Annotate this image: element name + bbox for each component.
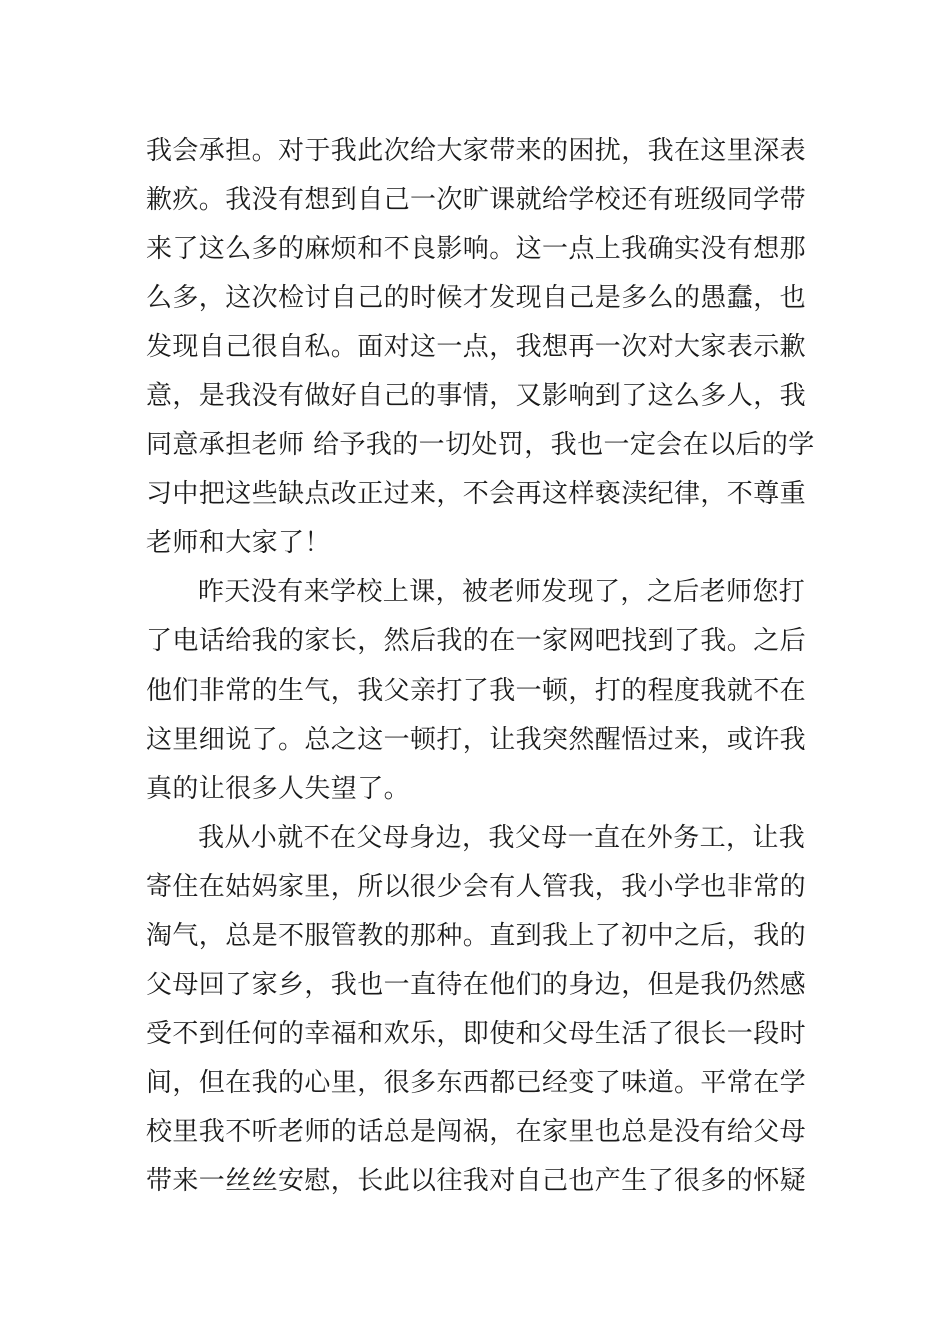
text-line: 带来一丝丝安慰，长此以往我对自己也产生了很多的怀疑 (146, 1165, 807, 1196)
text-line: 昨天没有来学校上课，被老师发现了，之后老师您打 (198, 577, 806, 608)
text-line: 我从小就不在父母身边，我父母一直在外务工，让我 (198, 822, 806, 853)
text-line: 真的让很多人失望了。 (146, 773, 411, 804)
text-line: 我会承担。对于我此次给大家带来的困扰，我在这里深表 (146, 136, 807, 166)
text-line: 这里细说了。总之这一顿打，让我突然醒悟过来，或许我 (146, 724, 807, 755)
text-line: 校里我不听老师的话总是闯祸，在家里也总是没有给父母 (146, 1116, 807, 1147)
text-line: 他们非常的生气，我父亲打了我一顿，打的程度我就不在 (146, 675, 807, 706)
text-line: 父母回了家乡，我也一直待在他们的身边，但是我仍然感 (146, 969, 807, 1000)
text-line: 歉疚。我没有想到自己一次旷课就给学校还有班级同学带 (146, 185, 807, 216)
text-line: 受不到任何的幸福和欢乐，即使和父母生活了很长一段时 (146, 1018, 807, 1049)
text-line: 老师和大家了！ (146, 528, 331, 559)
body-text (146, 127, 826, 1206)
text-line: 发现自己很自私。面对这一点，我想再一次对大家表示歉 (146, 332, 807, 363)
text-line: 间，但在我的心里，很多东西都已经变了味道。平常在学 (146, 1067, 807, 1098)
text-line: 意，是我没有做好自己的事情，又影响到了这么多人，我 (146, 381, 807, 412)
text-line: 来了这么多的麻烦和不良影响。这一点上我确实没有想那 (146, 234, 807, 265)
text-line: 寄住在姑妈家里，所以很少会有人管我，我小学也非常的 (146, 871, 807, 902)
text-line: 么多，这次检讨自己的时候才发现自己是多么的愚蠢，也 (146, 283, 807, 314)
text-line: 同意承担老师 给予我的一切处罚，我也一定会在以后的学 (146, 430, 815, 461)
text-line: 了电话给我的家长，然后我的在一家网吧找到了我。之后 (146, 626, 807, 657)
text-line: 习中把这些缺点改正过来，不会再这样亵渎纪律，不尊重 (146, 479, 807, 510)
text-line: 淘气，总是不服管教的那种。直到我上了初中之后，我的 (146, 920, 807, 951)
